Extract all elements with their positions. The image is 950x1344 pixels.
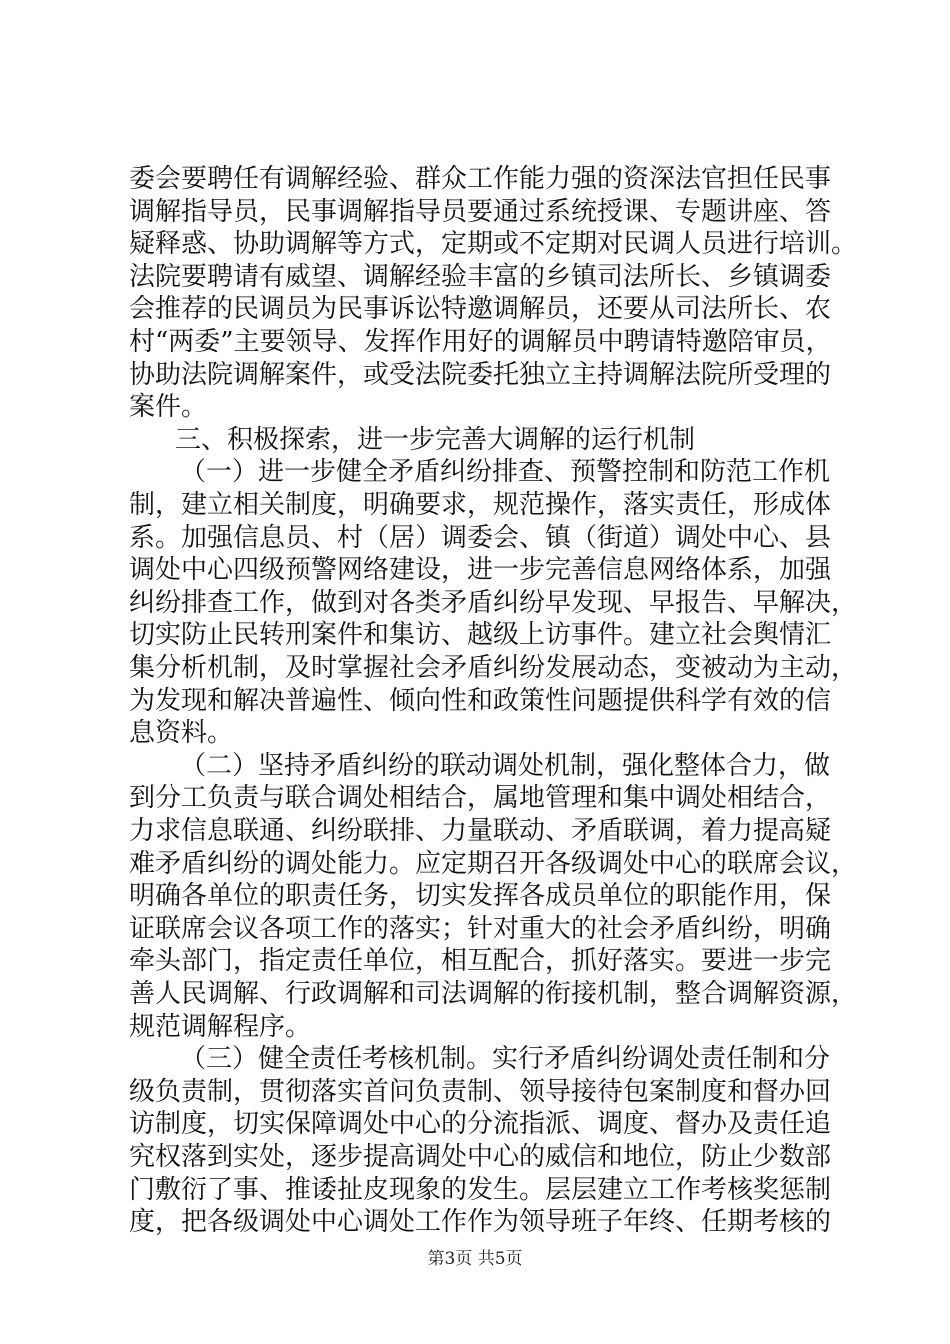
text-line: 村“两委”主要领导、发挥作用好的调解员中聘请特邀陪审员， — [129, 327, 832, 357]
text-line: 息资料。 — [129, 718, 234, 749]
text-line: 为发现和解决普遍性、倾向性和政策性问题提供科学有效的信 — [129, 685, 832, 716]
text-line: 规范调解程序。 — [129, 1011, 312, 1042]
text-line: （三）健全责任考核机制。实行矛盾纠纷调处责任制和分 — [180, 1044, 831, 1075]
text-line: （二）坚持矛盾纠纷的联动调处机制，强化整体合力，做 — [180, 750, 831, 781]
text-line: 证联席会议各项工作的落实；针对重大的社会矛盾纠纷，明确 — [129, 913, 832, 944]
section-heading: 三、积极探索，进一步完善大调解的运行机制 — [175, 424, 696, 455]
text-line: 委会要聘任有调解经验、群众工作能力强的资深法官担任民事 — [129, 164, 832, 194]
text-line: 力求信息联通、纠纷联排、力量联动、矛盾联调，着力提高疑 — [129, 816, 832, 846]
text-line: 难矛盾纠纷的调处能力。应定期召开各级调处中心的联席会议， — [129, 848, 858, 879]
text-line: 究权落到实处，逐步提高调处中心的威信和地位，防止少数部 — [129, 1142, 832, 1172]
text-line: 切实防止民转刑案件和集访、越级上访事件。建立社会舆情汇 — [129, 620, 832, 651]
text-line: 会推荐的民调员为民事诉讼特邀调解员，还要从司法所长、农 — [129, 294, 832, 325]
text-line: 善人民调解、行政调解和司法调解的衔接机制，整合调解资源， — [129, 979, 858, 1009]
text-line: 调处中心四级预警网络建设，进一步完善信息网络体系，加强 — [129, 555, 832, 586]
text-line: 访制度，切实保障调处中心的分流指派、调度、督办及责任追 — [129, 1109, 832, 1140]
text-line: 系。加强信息员、村（居）调委会、镇（街道）调处中心、县 — [129, 522, 832, 553]
text-line: 纠纷排查工作，做到对各类矛盾纠纷早发现、早报告、早解决， — [129, 587, 858, 618]
text-line: 门敷衍了事、推诿扯皮现象的发生。层层建立工作考核奖惩制 — [129, 1174, 832, 1205]
text-line: 集分析机制，及时掌握社会矛盾纠纷发展动态，变被动为主动， — [129, 653, 858, 683]
text-line: 度，把各级调处中心调处工作作为领导班子年终、任期考核的 — [129, 1207, 832, 1238]
text-line: 疑释惑、协助调解等方式，定期或不定期对民调人员进行培训。 — [129, 229, 858, 260]
text-line: （一）进一步健全矛盾纠纷排查、预警控制和防范工作机 — [180, 457, 831, 488]
text-line: 调解指导员，民事调解指导员要通过系统授课、专题讲座、答 — [129, 196, 832, 227]
text-line: 级负责制，贯彻落实首问负责制、领导接待包案制度和督办回 — [129, 1076, 832, 1107]
text-line: 协助法院调解案件，或受法院委托独立主持调解法院所受理的 — [129, 359, 832, 390]
text-line: 案件。 — [129, 392, 208, 423]
text-line: 法院要聘请有威望、调解经验丰富的乡镇司法所长、乡镇调委 — [129, 261, 832, 292]
text-line: 牵头部门，指定责任单位，相互配合，抓好落实。要进一步完 — [129, 946, 832, 977]
text-line: 制，建立相关制度，明确要求，规范操作，落实责任，形成体 — [129, 490, 832, 520]
page-number-footer: 第3页 共5页 — [427, 1249, 523, 1269]
text-line: 到分工负责与联合调处相结合，属地管理和集中调处相结合， — [129, 783, 832, 814]
text-line: 明确各单位的职责任务，切实发挥各成员单位的职能作用，保 — [129, 881, 832, 912]
